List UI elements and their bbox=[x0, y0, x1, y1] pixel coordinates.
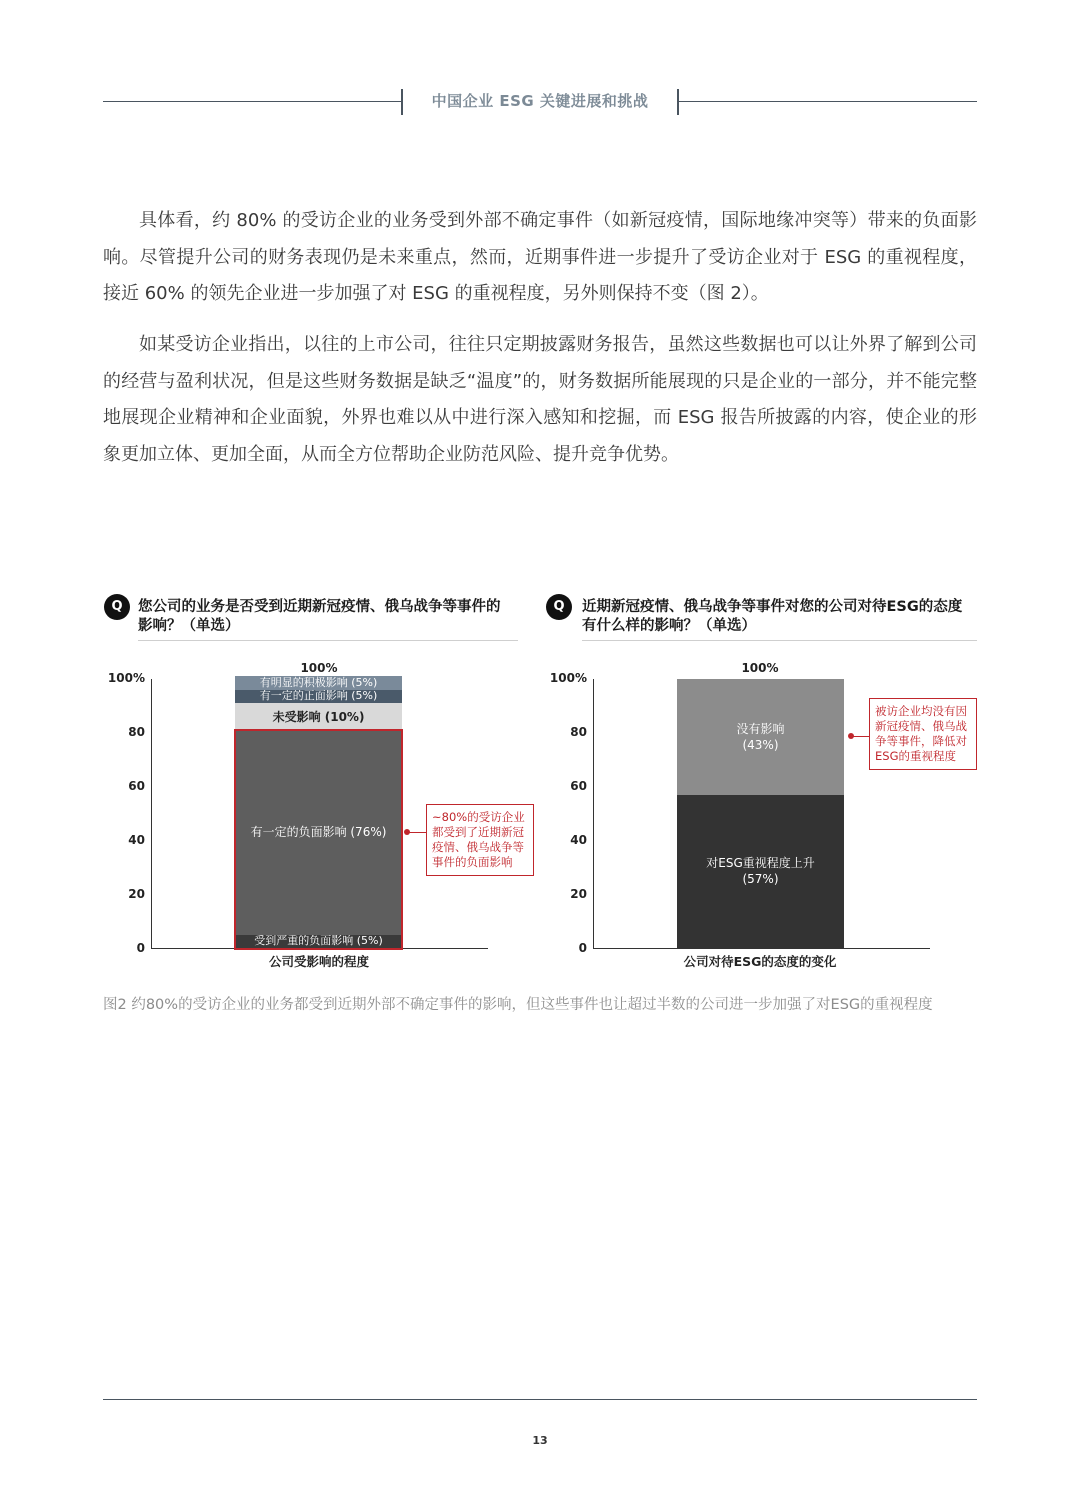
callout-1: ~80%的受访企业都受到了近期新冠疫情、俄乌战争等事件的负面影响 bbox=[426, 804, 534, 876]
chart-1-question-rule bbox=[138, 640, 518, 641]
callout-2: 被访企业均没有因新冠疫情、俄乌战争等事件，降低对ESG的重视程度 bbox=[869, 698, 977, 770]
y-tick-label: 20 bbox=[128, 887, 145, 901]
bar-segment: 未受影响 (10%) bbox=[235, 703, 402, 730]
chart-2-question-rule bbox=[582, 640, 977, 641]
bar-segment bbox=[677, 679, 844, 795]
question-badge-2: Q bbox=[546, 594, 572, 620]
chart-1-x-label: 公司受影响的程度 bbox=[268, 954, 369, 969]
bar-segment: 有明显的积极影响 (5%) bbox=[235, 676, 402, 689]
page-number: 13 bbox=[532, 1434, 548, 1447]
bar-total-label: 100% bbox=[300, 661, 338, 675]
callout-2-connector bbox=[852, 736, 869, 737]
header-rule-left bbox=[103, 101, 401, 102]
bar-segment: 受到严重的负面影响 (5%) bbox=[235, 935, 402, 948]
paragraph-2: 如某受访企业指出，以往的上市公司，往往只定期披露财务报告，虽然这些数据也可以让外界了解到公司的经营与盈利状况，但是这些财务数据是缺乏“温度”的，财务数据所能展现的只是企业的一部分，并不能完整地展现企业精神和企业面貌，外界也难以从中进行深入感知和挖掘，而 ESG 报告所披露的内容，使企业的形象更加立体、更加全面，从而全方位帮助企业防范风险、提升竞争优势。 bbox=[103, 334, 977, 465]
y-tick-label: 80 bbox=[128, 725, 145, 739]
bar-segment: 有一定的负面影响 (76%) bbox=[235, 730, 402, 934]
x-axis-line bbox=[593, 948, 930, 949]
chart-1-question: 您公司的业务是否受到近期新冠疫情、俄乌战争等事件的影响？（单选） bbox=[138, 599, 501, 634]
chart-2-question: 近期新冠疫情、俄乌战争等事件对您的公司对待ESG的态度有什么样的影响？（单选） bbox=[582, 599, 963, 634]
negative-impact-highlight bbox=[234, 729, 403, 950]
segment-label: 对ESG重视程度上升 bbox=[706, 856, 815, 871]
segment-percent: (43%) bbox=[742, 737, 779, 752]
segment-percent: (57%) bbox=[742, 872, 779, 887]
y-tick-label: 60 bbox=[128, 779, 145, 793]
bar-segment bbox=[677, 795, 844, 948]
y-tick-label: 0 bbox=[136, 941, 145, 955]
question-badge-1: Q bbox=[104, 594, 130, 620]
running-header-title: 中国企业 ESG 关键进展和挑战 bbox=[431, 92, 649, 110]
y-tick-label: 20 bbox=[570, 887, 587, 901]
y-tick-label: 40 bbox=[128, 833, 145, 847]
y-tick-label: 0 bbox=[578, 941, 587, 955]
y-tick-label: 80 bbox=[570, 725, 587, 739]
callout-1-connector bbox=[408, 832, 426, 833]
y-tick-label: 100% bbox=[549, 671, 587, 685]
segment-label: 没有影响 bbox=[736, 721, 785, 736]
paragraph-1: 具体看，约 80% 的受访企业的业务受到外部不确定事件（如新冠疫情，国际地缘冲突等）带来的负面影响。尽管提升公司的财务表现仍是未来重点，然而，近期事件进一步提升了受访企业对于 ESG 的重视程度，接近 60% 的领先企业进一步加强了对 ESG 的重视程度，另外则保持不变（图 2）。 bbox=[103, 210, 977, 304]
footer-rule bbox=[103, 1399, 977, 1400]
y-tick-label: 40 bbox=[570, 833, 587, 847]
figure-caption: 图2 约80%的受访企业的业务都受到近期外部不确定事件的影响，但这些事件也让超过半数的公司进一步加强了对ESG的重视程度 bbox=[103, 997, 933, 1013]
y-tick-label: 60 bbox=[570, 779, 587, 793]
y-axis-line bbox=[151, 679, 152, 949]
header-tick-left bbox=[401, 89, 403, 115]
bar-segment: 有一定的正面影响 (5%) bbox=[235, 690, 402, 703]
header-tick-right bbox=[677, 89, 679, 115]
chart-2-x-label: 公司对待ESG的态度的变化 bbox=[683, 954, 837, 969]
bar-total-label: 100% bbox=[741, 661, 779, 675]
y-tick-label: 100% bbox=[107, 671, 145, 685]
header-rule-right bbox=[679, 101, 977, 102]
y-axis-line bbox=[593, 679, 594, 949]
